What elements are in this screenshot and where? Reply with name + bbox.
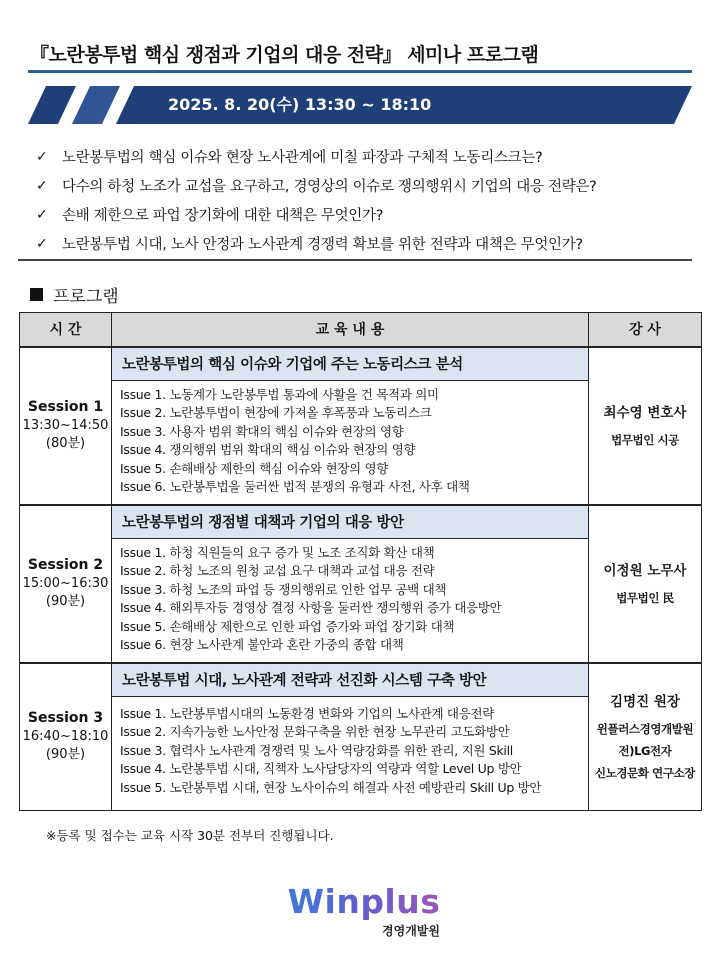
page-title: 『노란봉투법 핵심 쟁점과 기업의 대응 전략』 세미나 프로그램 xyxy=(30,44,539,66)
issue-item: Issue 5. 손해배상 제한의 핵심 이슈와 현장의 영향 xyxy=(120,460,389,476)
lecturer-cell xyxy=(589,505,702,663)
issue-item: Issue 1. 하청 직원들의 요구 증가 및 노조 조직화 확산 대책 xyxy=(120,545,435,560)
question-list xyxy=(36,142,696,258)
lecturer-org: 법무법인 民 xyxy=(616,590,674,605)
session-topic: 노란봉투법의 쟁점별 대책과 기업의 대응 방안 xyxy=(112,505,589,539)
check-icon: ✓ xyxy=(36,177,48,194)
lecturer-org: 전)LG전자 xyxy=(618,743,672,758)
issue-item: Issue 3. 하청 노조의 파업 등 쟁의행위로 인한 업무 공백 대책 xyxy=(120,581,447,597)
table-header-row xyxy=(20,313,702,347)
question-text: 노란봉투법 시대, 노사 안정과 노사관계 경쟁력 확보를 위한 전략과 대책은 무엇인가? xyxy=(62,237,583,253)
session-topic: 노란봉투법의 핵심 이슈와 기업에 주는 노동리스크 분석 xyxy=(112,347,589,381)
banner-stripe-1 xyxy=(28,86,76,124)
session-name: Session 2 xyxy=(27,556,104,573)
header-lecturer: 강 사 xyxy=(589,313,702,347)
issue-item: Issue 2. 노란봉투법이 현장에 가져올 후폭풍과 노동리스크 xyxy=(120,405,432,421)
session-topic: 노란봉투법 시대, 노사관계 전략과 선진화 시스템 구축 방안 xyxy=(112,663,589,697)
session-2-topic-row xyxy=(20,505,702,539)
issue-item: Issue 5. 노란봉투법 시대, 현장 노사이슈의 해결과 사전 예방관리 Skill Up 방안 xyxy=(120,779,542,795)
question-item xyxy=(36,200,696,229)
issues-cell xyxy=(112,539,589,663)
program-heading-label: 프로그램 xyxy=(53,287,119,307)
issues-cell xyxy=(112,697,589,811)
issue-item: Issue 5. 손해배상 제한으로 인한 파업 증가와 파업 장기화 대책 xyxy=(120,618,455,634)
session-duration: (80분) xyxy=(45,435,86,451)
issue-item: Issue 4. 해외투자등 경영상 결정 사항을 둘러싼 쟁의행위 증가 대응방안 xyxy=(120,600,502,616)
registration-note: ※등록 및 접수는 교육 시작 30분 전부터 진행됩니다. xyxy=(46,828,334,843)
issue-item: Issue 3. 사용자 범위 확대의 핵심 이슈와 현장의 영향 xyxy=(120,423,404,439)
lecturer-org: 윈플러스경영개발원 xyxy=(596,721,694,736)
square-bullet-icon xyxy=(30,288,43,301)
session-1-cell xyxy=(20,347,112,505)
lecturer-name: 이정원 노무사 xyxy=(603,562,687,579)
session-name: Session 3 xyxy=(27,709,104,726)
logo-wordmark: Winplus xyxy=(284,884,444,920)
session-1-topic-row xyxy=(20,347,702,381)
lecturer-name: 최수영 변호사 xyxy=(603,404,687,421)
issue-item: Issue 3. 협력사 노사관계 경쟁력 및 노사 역량강화를 위한 관리, 지원 Skill xyxy=(120,742,513,758)
question-text: 노란봉투법의 핵심 이슈와 현장 노사관계에 미칠 파장과 구체적 노동리스크는? xyxy=(62,150,543,166)
issue-item: Issue 4. 노란봉투법 시대, 직책자 노사담당자의 역량과 역할 Level Up 방안 xyxy=(120,761,522,777)
session-duration: (90분) xyxy=(45,593,86,609)
header-content: 교 육 내 용 xyxy=(112,313,589,347)
session-name: Session 1 xyxy=(27,398,104,415)
check-icon: ✓ xyxy=(36,148,48,165)
winplus-logo xyxy=(284,884,444,939)
issue-item: Issue 6. 노란봉투법을 둘러싼 법적 분쟁의 유형과 사전, 사후 대책 xyxy=(120,479,470,495)
session-duration: (90분) xyxy=(45,746,86,762)
program-table xyxy=(19,312,702,811)
question-item xyxy=(36,229,696,258)
session-3-topic-row xyxy=(20,663,702,697)
lecturer-cell xyxy=(589,663,702,811)
date-banner xyxy=(28,86,692,124)
issue-item: Issue 1. 노동계가 노란봉투법 통과에 사활을 건 목적과 의미 xyxy=(120,387,439,402)
banner-stripe-2 xyxy=(72,86,120,124)
header-time: 시 간 xyxy=(20,313,112,347)
question-text: 손배 제한으로 파업 장기화에 대한 대책은 무엇인가? xyxy=(62,208,384,224)
session-time: 16:40~18:10 xyxy=(22,728,109,744)
issue-item: Issue 2. 하청 노조의 원청 교섭 요구 대책과 교섭 대응 전략 xyxy=(120,563,435,579)
lecturer-org: 법무법인 시공 xyxy=(611,432,679,447)
session-3-cell xyxy=(20,663,112,811)
issue-item: Issue 4. 쟁의행위 범위 확대의 핵심 이슈와 현장의 영향 xyxy=(120,442,416,458)
session-time: 13:30~14:50 xyxy=(22,417,109,433)
lecturer-cell xyxy=(589,347,702,505)
issue-item: Issue 2. 지속가능한 노사안정 문화구축을 위한 현장 노무관리 고도화방안 xyxy=(120,724,510,740)
event-date: 2025. 8. 20(수) 13:30 ~ 18:10 xyxy=(168,95,432,114)
question-item xyxy=(36,142,696,171)
separator-rule xyxy=(18,259,692,261)
issue-item: Issue 6. 현장 노사관계 불안과 혼란 가중의 종합 대책 xyxy=(120,637,404,653)
session-time: 15:00~16:30 xyxy=(22,575,109,591)
lecturer-name: 김명진 원장 xyxy=(610,693,680,710)
check-icon: ✓ xyxy=(36,235,48,252)
lecturer-org: 신노경문화 연구소장 xyxy=(595,765,695,780)
question-text: 다수의 하청 노조가 교섭을 요구하고, 경영상의 이슈로 쟁의행위시 기업의 대응 전략은? xyxy=(62,179,597,195)
program-heading xyxy=(30,282,119,307)
question-item xyxy=(36,171,696,200)
check-icon: ✓ xyxy=(36,206,48,223)
title-rule xyxy=(28,70,692,73)
logo-subtitle: 경영개발원 xyxy=(382,924,440,938)
issue-item: Issue 1. 노란봉투법시대의 노동환경 변화와 기업의 노사관계 대응전략 xyxy=(120,706,495,721)
session-2-cell xyxy=(20,505,112,663)
issues-cell xyxy=(112,381,589,505)
